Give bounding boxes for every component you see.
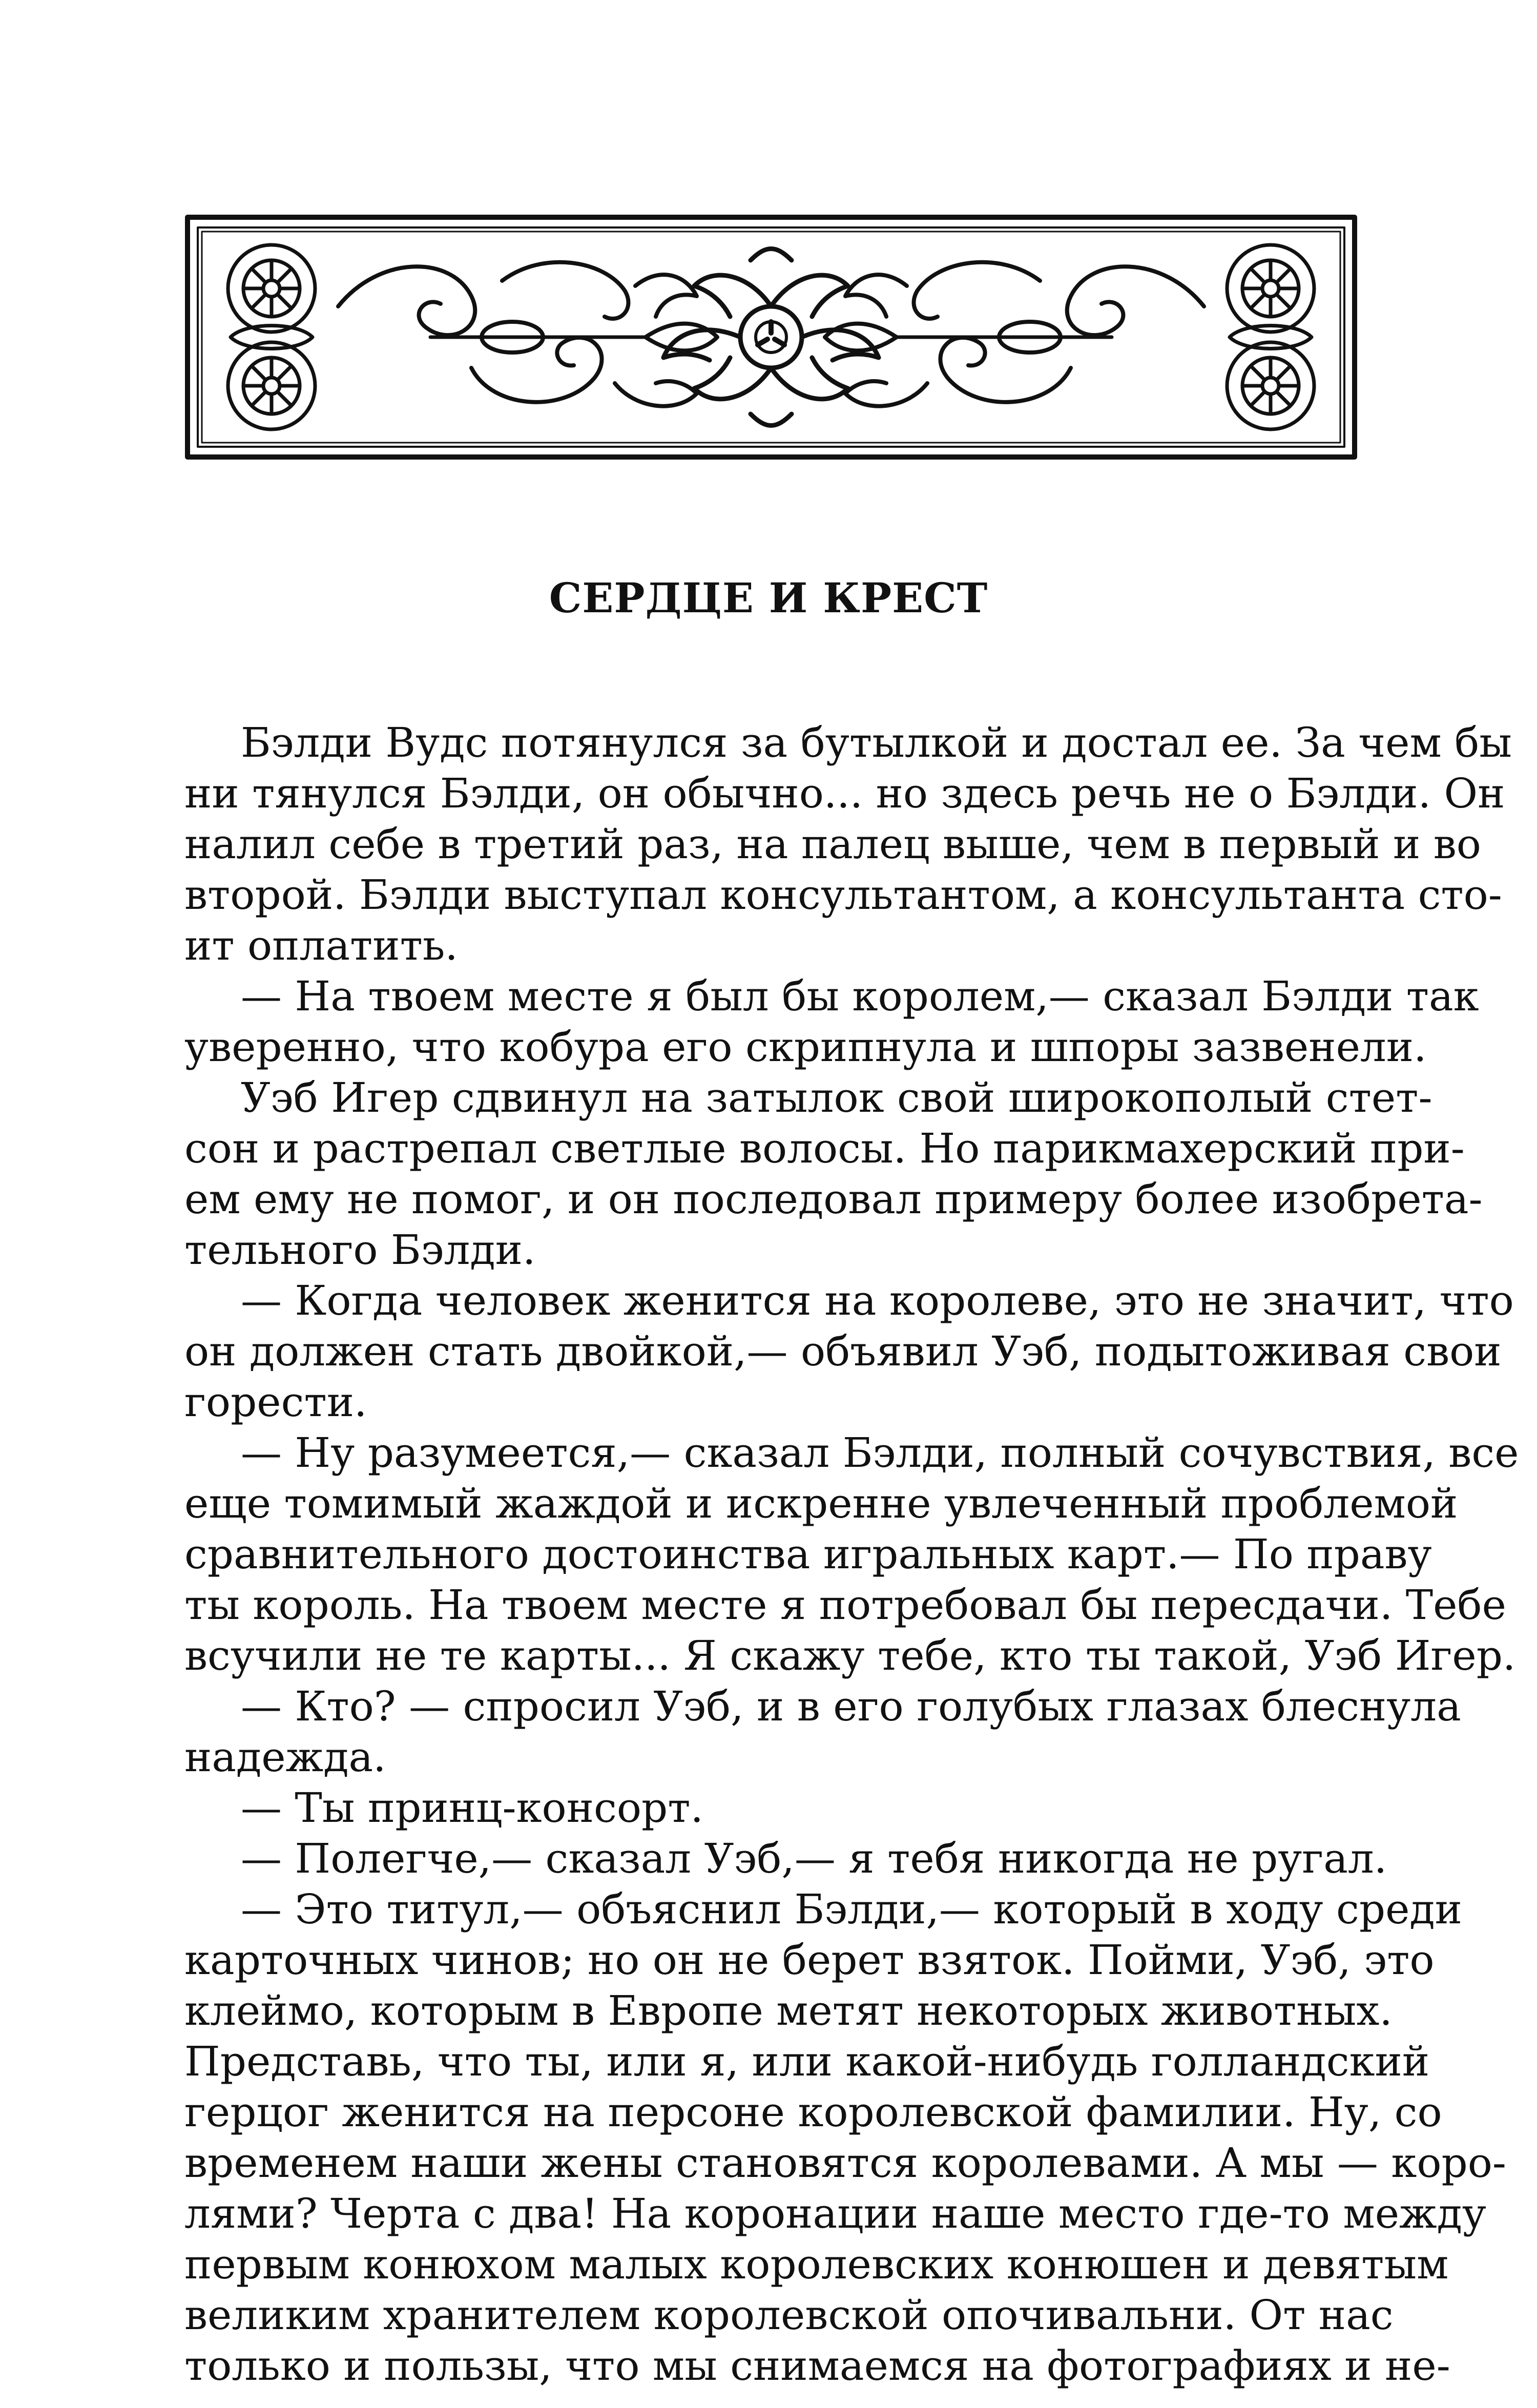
text-line: сравнительного достоинства игральных карт.— По праву bbox=[184, 1530, 1432, 1578]
body-text bbox=[184, 717, 1519, 2391]
paragraph bbox=[184, 1427, 1519, 1681]
text-line: тельного Бэлди. bbox=[184, 1226, 536, 1274]
text-line: ты король. На твоем месте я потребовал бы пересдачи. Тебе bbox=[184, 1581, 1506, 1629]
text-line: временем наши жены становятся королевами. А мы — коро- bbox=[184, 2139, 1506, 2187]
paragraph bbox=[184, 717, 1512, 971]
text-line: надежда. bbox=[184, 1733, 386, 1781]
text-line: Представь, что ты, или я, или какой-нибудь голландский bbox=[184, 2038, 1430, 2085]
paragraph bbox=[184, 1072, 1483, 1275]
text-line: горести. bbox=[184, 1378, 367, 1426]
text-line: — На твоем месте я был бы королем,— сказал Бэлди так bbox=[241, 972, 1479, 1020]
text-line: герцог женится на персоне королевской фамилии. Ну, со bbox=[184, 2088, 1442, 2136]
text-line: Бэлди Вудс потянулся за бутылкой и достал ее. За чем бы bbox=[241, 719, 1512, 766]
text-line: сон и растрепал светлые волосы. Но парикмахерский при- bbox=[184, 1125, 1465, 1172]
text-line: первым конюхом малых королевских конюшен и девятым bbox=[184, 2240, 1449, 2288]
text-line: ем ему не помог, и он последовал примеру более изобрета- bbox=[184, 1175, 1483, 1223]
text-line: — Полегче,— сказал Уэб,— я тебя никогда не ругал. bbox=[241, 1835, 1387, 1882]
text-line: лями? Черта с два! На коронации наше место где-то между bbox=[184, 2190, 1486, 2237]
paragraph bbox=[184, 1681, 1461, 1782]
text-line: ит оплатить. bbox=[184, 922, 458, 969]
text-line: ни тянулся Бэлди, он обычно... но здесь речь не о Бэлди. Он bbox=[184, 770, 1505, 817]
text-line: карточных чинов; но он не берет взяток. Пойми, Уэб, это bbox=[184, 1936, 1435, 1984]
paragraph bbox=[184, 1833, 1387, 1884]
text-line: уверенно, что кобура его скрипнула и шпоры зазвенели. bbox=[184, 1023, 1427, 1071]
text-line: — Когда человек женится на королеве, это не значит, что bbox=[241, 1277, 1514, 1324]
text-line: клеймо, которым в Европе метят некоторых животных. bbox=[184, 1987, 1393, 2035]
text-line: — Ну разумеется,— сказал Бэлди, полный сочувствия, все bbox=[241, 1429, 1519, 1477]
paragraph bbox=[184, 1884, 1506, 2391]
text-line: — Кто? — спросил Уэб, и в его голубых глазах блеснула bbox=[241, 1683, 1461, 1730]
text-line: еще томимый жаждой и искренне увлеченный проблемой bbox=[184, 1480, 1458, 1527]
text-line: великим хранителем королевской опочивальни. От нас bbox=[184, 2291, 1394, 2339]
floral-ornament-banner-icon bbox=[184, 214, 1358, 460]
ornament-svg bbox=[184, 214, 1358, 460]
text-line: — Ты принц-консорт. bbox=[241, 1784, 703, 1832]
text-line: налил себе в третий раз, на палец выше, чем в первый и во bbox=[184, 820, 1481, 868]
text-line: только и пользы, что мы снимаемся на фотографиях и не- bbox=[184, 2342, 1450, 2390]
paragraph bbox=[184, 1782, 1358, 1833]
text-line: Уэб Игер сдвинул на затылок свой широкополый стет- bbox=[241, 1074, 1432, 1122]
text-line: — Это титул,— объяснил Бэлди,— который в ходу среди bbox=[241, 1885, 1462, 1933]
chapter-title: СЕРДЦЕ И КРЕСТ bbox=[549, 574, 988, 622]
paragraph bbox=[184, 971, 1479, 1072]
text-line: всучили не те карты... Я скажу тебе, кто ты такой, Уэб Игер. bbox=[184, 1632, 1516, 1679]
text-line: второй. Бэлди выступал консультантом, а консультанта сто- bbox=[184, 871, 1502, 919]
text-line: он должен стать двойкой,— объявил Уэб, подытоживая свои bbox=[184, 1327, 1502, 1375]
paragraph bbox=[184, 1275, 1514, 1427]
